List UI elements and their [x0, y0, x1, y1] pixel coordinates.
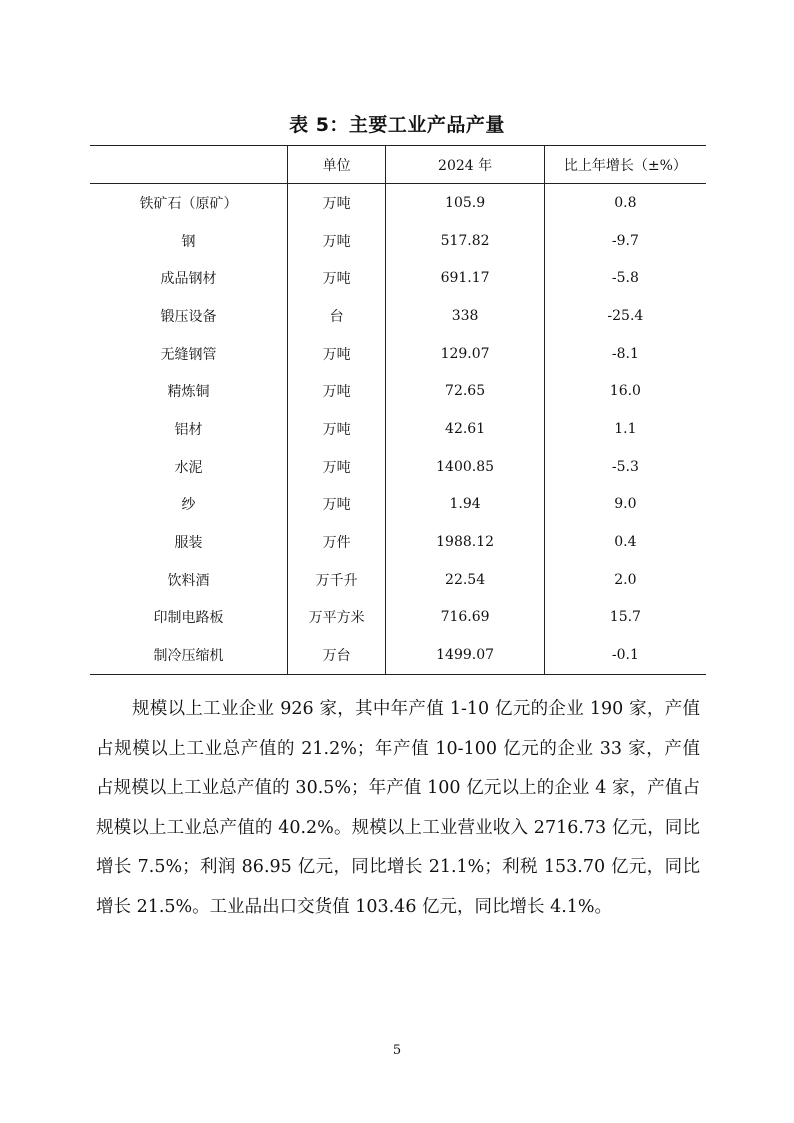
product-name-cell: 钢	[181, 233, 196, 250]
growth-cell: -5.8	[544, 259, 706, 297]
table-row	[90, 448, 706, 486]
table-header-row	[90, 146, 706, 184]
product-name-cell: 制冷压缩机	[90, 636, 287, 674]
unit-cell: 万吨	[287, 184, 385, 222]
growth-cell: 9.0	[544, 486, 706, 524]
output-2024-cell: 1400.85	[386, 448, 544, 486]
product-name-cell: 无缝钢管	[160, 346, 217, 363]
product-name-cell: 服装	[174, 535, 203, 552]
table-row	[90, 372, 706, 410]
body-paragraph: 规模以上工业企业 926 家，其中年产值 1-10 亿元的企业 190 家，产值占规模以上工业总产值的 21.2%；年产值 10-100 亿元的企业 33 家，产值占规模以上工业总产值的 30.5%；年产值 100 亿元以上的企业 4 家，产值占规模以上工业总产值的 40.2%。规模以上工业营业收入 2716.73 亿元，同比增长 7.5%；利润 86.95 亿元，同比增长 21.1%；利税 153.70 亿元，同比增长 21.5%。工业品出口交货值 103.46 亿元，同比增长 4.1%。	[96, 699, 700, 917]
industrial-products-table	[90, 145, 706, 675]
product-name-cell: 饮料酒	[167, 572, 210, 589]
unit-cell: 万台	[287, 636, 385, 674]
output-2024-cell: 716.69	[386, 599, 544, 637]
unit-cell: 万吨	[287, 372, 385, 410]
product-name-cell: 纱	[181, 497, 196, 514]
output-2024-cell: 691.17	[386, 259, 544, 297]
product-name-cell: 铁矿石（原矿）	[139, 195, 238, 212]
unit-cell: 万件	[287, 523, 385, 561]
growth-cell: -9.7	[544, 222, 706, 260]
table-row	[90, 335, 706, 373]
growth-cell: 15.7	[544, 599, 706, 637]
table-row	[90, 410, 706, 448]
growth-cell: 1.1	[544, 410, 706, 448]
product-name-cell: 水泥	[174, 459, 203, 476]
growth-cell: -0.1	[544, 636, 706, 674]
table-row	[90, 636, 706, 674]
output-2024-cell: 1.94	[386, 486, 544, 524]
growth-cell: 16.0	[544, 372, 706, 410]
output-2024-cell: 42.61	[386, 410, 544, 448]
growth-cell: 0.8	[544, 184, 706, 222]
growth-cell: -25.4	[544, 297, 706, 335]
table-row	[90, 222, 706, 260]
product-name-cell: 锻压设备	[160, 308, 217, 325]
growth-cell: -5.3	[544, 448, 706, 486]
unit-cell: 万吨	[287, 410, 385, 448]
product-name-cell: 精炼铜	[167, 384, 210, 401]
unit-cell: 万千升	[287, 561, 385, 599]
table-row	[90, 184, 706, 222]
unit-cell: 万吨	[287, 486, 385, 524]
growth-cell: 2.0	[544, 561, 706, 599]
output-2024-cell: 105.9	[386, 184, 544, 222]
product-name-cell: 成品钢材	[160, 271, 217, 288]
output-2024-cell: 22.54	[386, 561, 544, 599]
column-header-yoy-growth: 比上年增长（±%）	[544, 146, 706, 184]
page-title: 表 5：主要工业产品产量	[289, 114, 505, 136]
product-name-cell: 印制电路板	[153, 610, 224, 627]
unit-cell: 万吨	[287, 335, 385, 373]
table-row	[90, 523, 706, 561]
table-row	[90, 486, 706, 524]
output-2024-cell: 129.07	[386, 335, 544, 373]
table-row	[90, 561, 706, 599]
unit-cell: 台	[287, 297, 385, 335]
output-2024-cell: 72.65	[386, 372, 544, 410]
column-header-product	[90, 146, 287, 184]
unit-cell: 万吨	[287, 222, 385, 260]
growth-cell: -8.1	[544, 335, 706, 373]
product-name-cell: 铝材	[174, 421, 203, 438]
output-2024-cell: 1499.07	[386, 636, 544, 674]
column-header-year-2024: 2024 年	[386, 146, 544, 184]
table-row	[90, 599, 706, 637]
page-number: 5	[392, 1043, 402, 1058]
output-2024-cell: 517.82	[386, 222, 544, 260]
table-row	[90, 297, 706, 335]
output-2024-cell: 1988.12	[386, 523, 544, 561]
output-2024-cell: 338	[386, 297, 544, 335]
unit-cell: 万平方米	[287, 599, 385, 637]
growth-cell: 0.4	[544, 523, 706, 561]
unit-cell: 万吨	[287, 259, 385, 297]
column-header-unit: 单位	[287, 146, 385, 184]
unit-cell: 万吨	[287, 448, 385, 486]
table-row	[90, 259, 706, 297]
